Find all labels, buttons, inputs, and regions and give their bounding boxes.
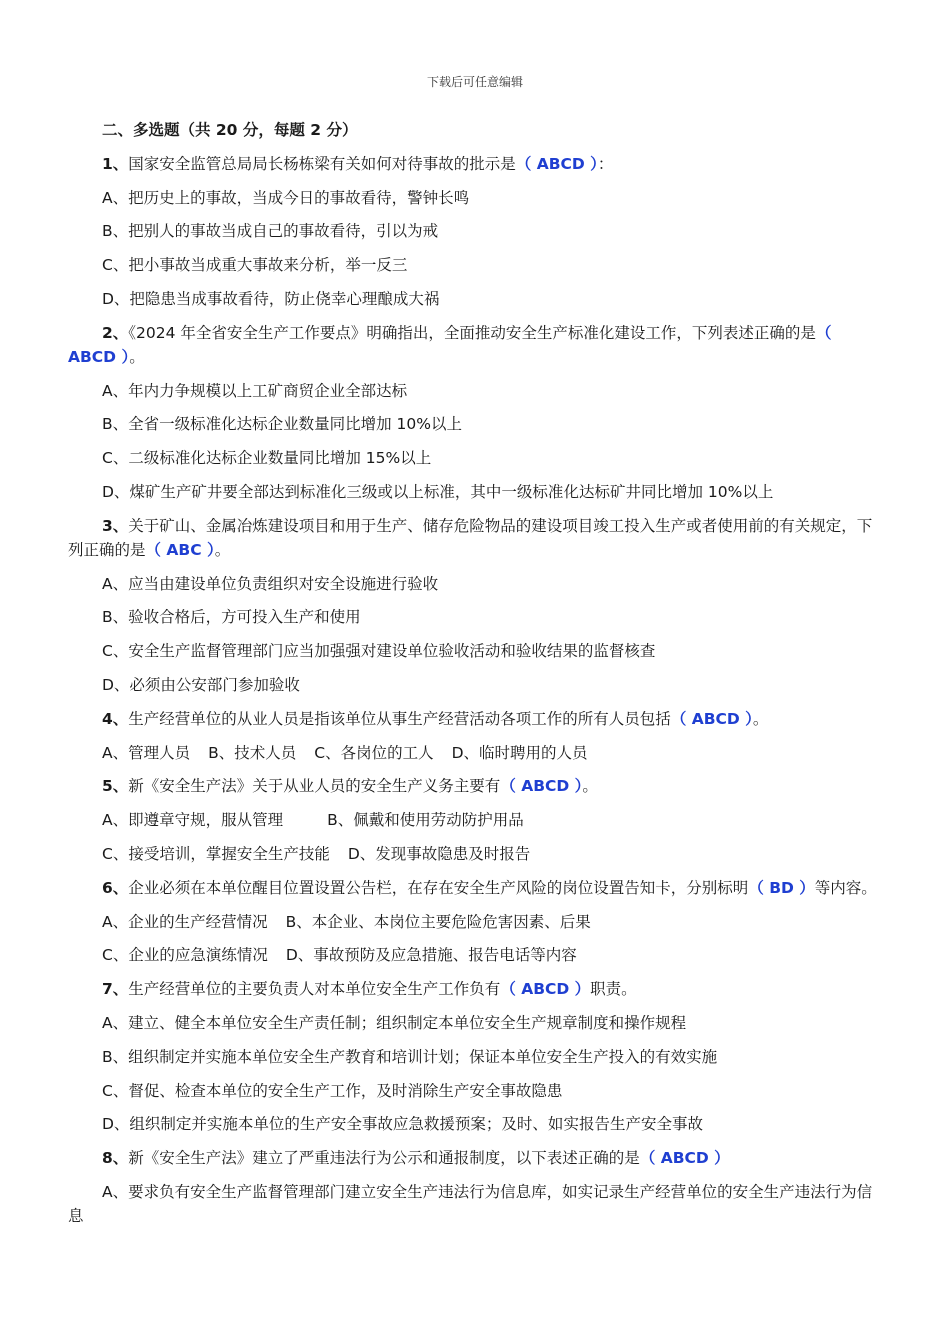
answer-key: （ ABC ） bbox=[145, 540, 215, 559]
question-text: 新《安全生产法》建立了严重违法行为公示和通报制度，以下表述正确的是 bbox=[128, 1149, 640, 1168]
document-body bbox=[68, 118, 884, 1238]
option-line: D、煤矿生产矿井要全部达到标准化三级或以上标准，其中一级标准化达标矿井同比增加 10%以上 bbox=[102, 482, 774, 501]
question-text: 生产经营单位的主要负责人对本单位安全生产工作负有 bbox=[128, 980, 501, 999]
question-4 bbox=[68, 707, 884, 731]
option: B、技术人员 bbox=[208, 743, 297, 762]
option-line: B、把别人的事故当成自己的事故看待，引以为戒 bbox=[102, 222, 439, 241]
question-tail: 。 bbox=[582, 777, 598, 796]
option-line: B、全省一级标准化达标企业数量同比增加 10%以上 bbox=[102, 415, 463, 434]
option: B、佩戴和使用劳动防护用品 bbox=[327, 811, 524, 830]
question-6 bbox=[68, 876, 884, 900]
question-number: 1、 bbox=[102, 154, 129, 173]
question-number: 8、 bbox=[102, 1149, 129, 1168]
option-line: A、建立、健全本单位安全生产责任制；组织制定本单位安全生产规章制度和操作规程 bbox=[102, 1013, 687, 1032]
question-2 bbox=[68, 321, 884, 369]
option: A、即遵章守规，服从管理 bbox=[102, 811, 284, 830]
option-line: D、组织制定并实施本单位的生产安全事故应急救援预案；及时、如实报告生产安全事故 bbox=[102, 1115, 703, 1134]
option-line: A、年内力争规模以上工矿商贸企业全部达标 bbox=[102, 381, 408, 400]
option: D、临时聘用的人员 bbox=[451, 743, 588, 762]
section-title: 二、多选题（共 20 分，每题 2 分） bbox=[102, 121, 358, 139]
question-tail: 等内容。 bbox=[814, 878, 877, 897]
question-number: 7、 bbox=[102, 980, 129, 999]
option: B、本企业、本岗位主要危险危害因素、后果 bbox=[285, 912, 591, 931]
answer-key: （ ABCD ） bbox=[670, 709, 753, 728]
question-tail: 。 bbox=[214, 540, 231, 559]
answer-key: （ BD ） bbox=[748, 878, 815, 897]
question-8 bbox=[68, 1146, 884, 1170]
option: A、管理人员 bbox=[102, 743, 191, 762]
option: C、企业的应急演练情况 bbox=[102, 946, 268, 965]
question-tail: 。 bbox=[752, 709, 769, 728]
question-tail: 。 bbox=[129, 347, 145, 366]
question-text: 《2024 年全省安全生产工作要点》明确指出，全面推动安全生产标准化建设工作，下列表述正确的是 bbox=[128, 323, 816, 342]
option-row bbox=[68, 842, 884, 866]
question-7 bbox=[68, 977, 884, 1001]
question-number: 2、 bbox=[102, 323, 129, 342]
answer-key: （ ABCD ） bbox=[500, 777, 583, 796]
option-line: A、应当由建设单位负责组织对安全设施进行验收 bbox=[102, 574, 439, 593]
page-header: 下载后可任意编辑 bbox=[426, 75, 523, 89]
answer-key: （ ABCD ） bbox=[515, 154, 598, 173]
question-number: 5、 bbox=[102, 777, 129, 796]
option-line: D、把隐患当成事故看待，防止侥幸心理酿成大祸 bbox=[102, 289, 440, 308]
answer-key: （ ABCD ） bbox=[68, 323, 832, 366]
option-row bbox=[68, 808, 884, 832]
option: C、接受培训，掌握安全生产技能 bbox=[102, 844, 330, 863]
question-text: 国家安全监管总局局长杨栋梁有关如何对待事故的批示是 bbox=[128, 154, 516, 173]
answer-key: （ ABCD ） bbox=[500, 980, 591, 999]
question-1 bbox=[68, 152, 884, 176]
option-line: A、把历史上的事故，当成今日的事故看待，警钟长鸣 bbox=[102, 188, 470, 207]
option-line: B、验收合格后，方可投入生产和使用 bbox=[102, 608, 361, 627]
question-5 bbox=[68, 774, 884, 798]
question-text: 生产经营单位的从业人员是指该单位从事生产经营活动各项工作的所有人员包括 bbox=[128, 709, 671, 728]
option: D、发现事故隐患及时报告 bbox=[347, 844, 531, 863]
question-tail: ： bbox=[597, 154, 614, 173]
option-line: C、二级标准化达标企业数量同比增加 15%以上 bbox=[102, 449, 432, 468]
question-3 bbox=[68, 514, 884, 562]
option: D、事故预防及应急措施、报告电话等内容 bbox=[285, 946, 577, 965]
option-line: C、把小事故当成重大事故来分析，举一反三 bbox=[102, 256, 408, 275]
option-line: C、督促、检查本单位的安全生产工作，及时消除生产安全事故隐患 bbox=[102, 1081, 563, 1100]
question-tail: 职责。 bbox=[590, 980, 637, 999]
question-number: 3、 bbox=[102, 516, 129, 535]
question-text: 关于矿山、金属冶炼建设项目和用于生产、储存危险物品的建设项目竣工投入生产或者使用前的有关规定，下列正确的是 bbox=[68, 516, 873, 559]
option: C、各岗位的工人 bbox=[314, 743, 434, 762]
option-line: D、必须由公安部门参加验收 bbox=[102, 675, 300, 694]
option-line: C、安全生产监督管理部门应当加强强对建设单位验收活动和验收结果的监督核查 bbox=[102, 642, 656, 661]
option-row bbox=[68, 910, 884, 934]
question-text: 企业必须在本单位醒目位置设置公告栏，在存在安全生产风险的岗位设置告知卡，分别标明 bbox=[128, 878, 749, 897]
option-row bbox=[68, 943, 884, 967]
question-text: 新《安全生产法》关于从业人员的安全生产义务主要有 bbox=[128, 777, 501, 796]
option: A、企业的生产经营情况 bbox=[102, 912, 268, 931]
question-number: 4、 bbox=[102, 709, 129, 728]
option-line: A、要求负有安全生产监督管理部门建立安全生产违法行为信息库，如实记录生产经营单位的安全生产违法行为信息 bbox=[68, 1182, 873, 1225]
option-row bbox=[68, 741, 884, 765]
question-number: 6、 bbox=[102, 878, 129, 897]
option-line: B、组织制定并实施本单位安全生产教育和培训计划；保证本单位安全生产投入的有效实施 bbox=[102, 1047, 718, 1066]
answer-key: （ ABCD ） bbox=[639, 1149, 730, 1168]
